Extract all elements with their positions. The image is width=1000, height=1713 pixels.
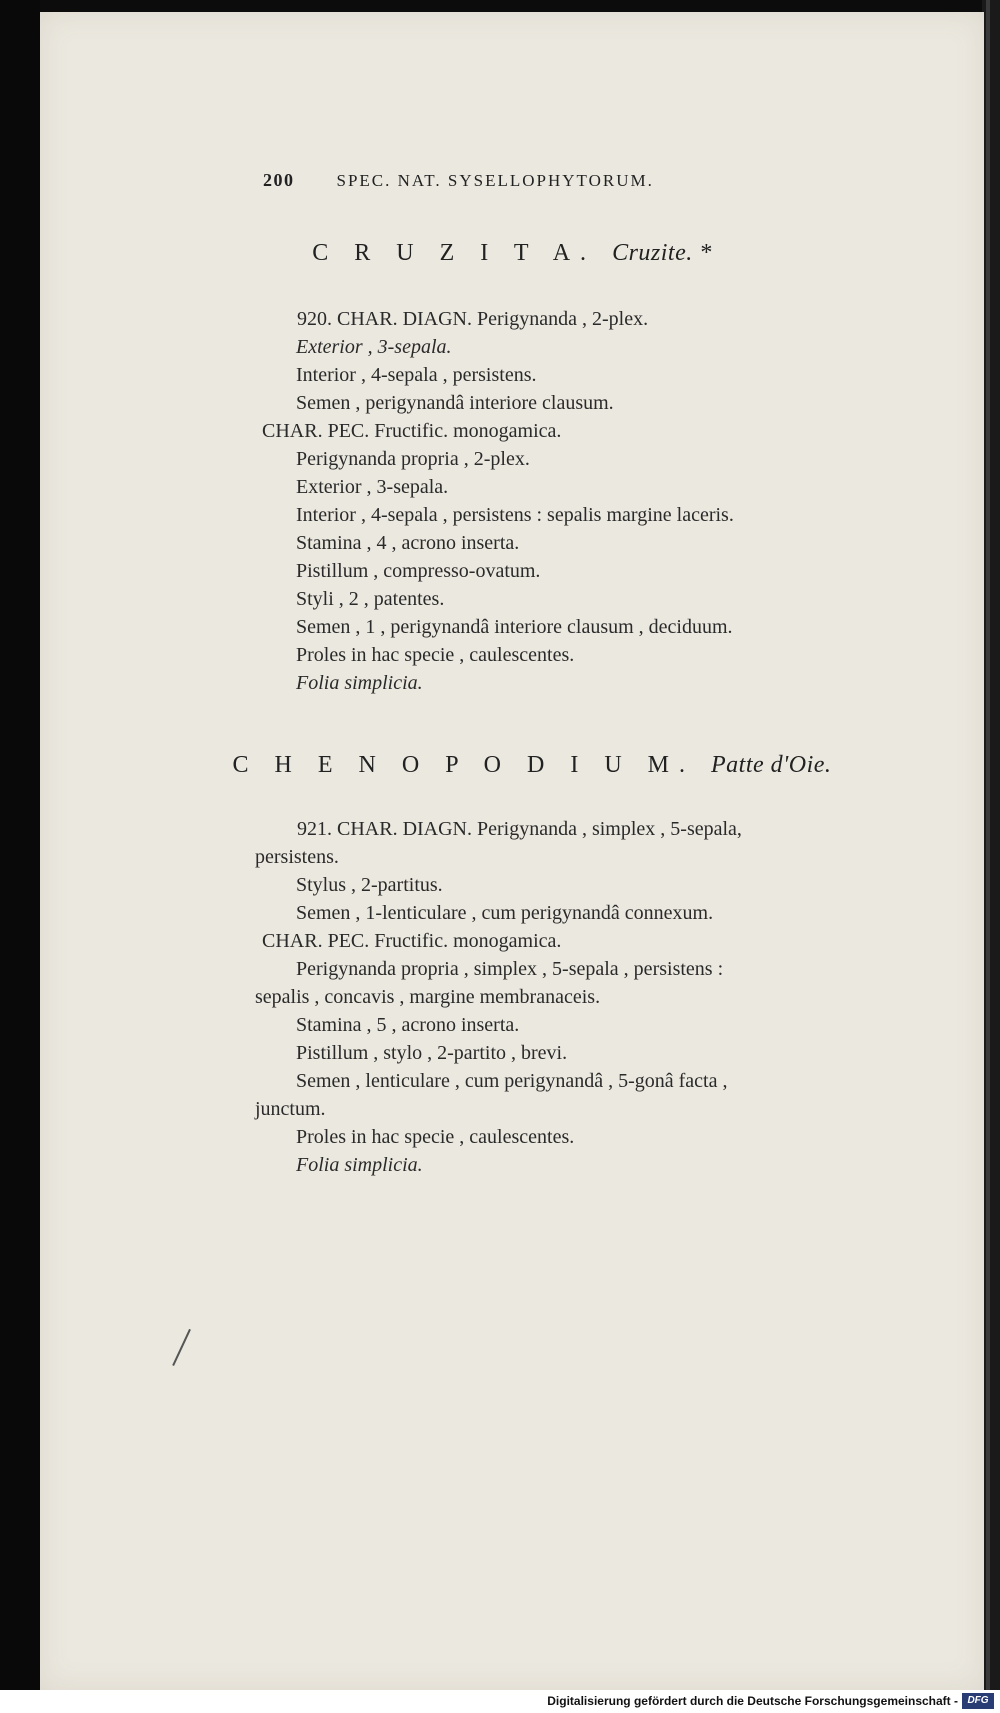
section-body-chenopodium xyxy=(40,12,984,1690)
text-line: Stylus , 2-partitus. xyxy=(296,874,443,896)
text-line: Exterior , 3-sepala. xyxy=(296,336,452,358)
page-edge-shadow xyxy=(986,0,990,1690)
running-head: SPEC. NAT. SYSELLOPHYTORUM. xyxy=(336,171,654,190)
vernacular-name: Cruzite. * xyxy=(612,240,712,266)
text-line: Stamina , 5 , acrono inserta. xyxy=(296,1014,520,1036)
genus-name: C H E N O P O D I U M. xyxy=(232,752,695,778)
text-line: Perigynanda propria , simplex , 5-sepala , persistens : xyxy=(296,958,724,980)
text-line: CHAR. PEC. Fructific. monogamica. xyxy=(262,420,562,442)
text-line: CHAR. PEC. Fructific. monogamica. xyxy=(262,930,562,952)
text-line: Styli , 2 , patentes. xyxy=(296,588,445,610)
text-line: Semen , lenticulare , cum perigynandâ , 5-gonâ facta , xyxy=(296,1070,728,1092)
text-line: junctum. xyxy=(255,1098,326,1120)
footer-bar xyxy=(0,1690,1000,1713)
text-line: Pistillum , stylo , 2-partito , brevi. xyxy=(296,1042,568,1064)
book-edge-left xyxy=(0,0,40,1690)
text-line: Interior , 4-sepala , persistens. xyxy=(296,364,537,386)
text-line: 921. CHAR. DIAGN. Perigynanda , simplex , 5-sepala, xyxy=(297,818,742,840)
text-line: Interior , 4-sepala , persistens : sepalis margine laceris. xyxy=(296,504,734,526)
text-line: Stamina , 4 , acrono inserta. xyxy=(296,532,520,554)
genus-name: C R U Z I T A. xyxy=(312,240,597,266)
text-line: Exterior , 3-sepala. xyxy=(296,476,449,498)
vernacular-name: Patte d'Oie. xyxy=(711,752,832,778)
book-edge-right xyxy=(982,0,1000,1690)
text-line: persistens. xyxy=(255,846,339,868)
text-line: Perigynanda propria , 2-plex. xyxy=(296,448,530,470)
text-line: sepalis , concavis , margine membranaceis. xyxy=(255,986,601,1008)
text-line: 920. CHAR. DIAGN. Perigynanda , 2-plex. xyxy=(297,308,649,330)
page-number: 200 xyxy=(263,170,295,190)
text-line: Semen , 1 , perigynandâ interiore clausum , deciduum. xyxy=(296,616,733,638)
text-line: Proles in hac specie , caulescentes. xyxy=(296,644,575,666)
text-line: Proles in hac specie , caulescentes. xyxy=(296,1126,575,1148)
text-line: Folia simplicia. xyxy=(296,672,423,694)
book-page xyxy=(40,12,984,1690)
text-line: Pistillum , compresso-ovatum. xyxy=(296,560,541,582)
text-line: Folia simplicia. xyxy=(296,1154,423,1176)
text-line: Semen , 1-lenticulare , cum perigynandâ connexum. xyxy=(296,902,714,924)
dfg-logo: DFG xyxy=(962,1693,994,1709)
text-line: Semen , perigynandâ interiore clausum. xyxy=(296,392,614,414)
funding-credit: Digitalisierung gefördert durch die Deutsche Forschungsgemeinschaft - xyxy=(547,1694,958,1708)
